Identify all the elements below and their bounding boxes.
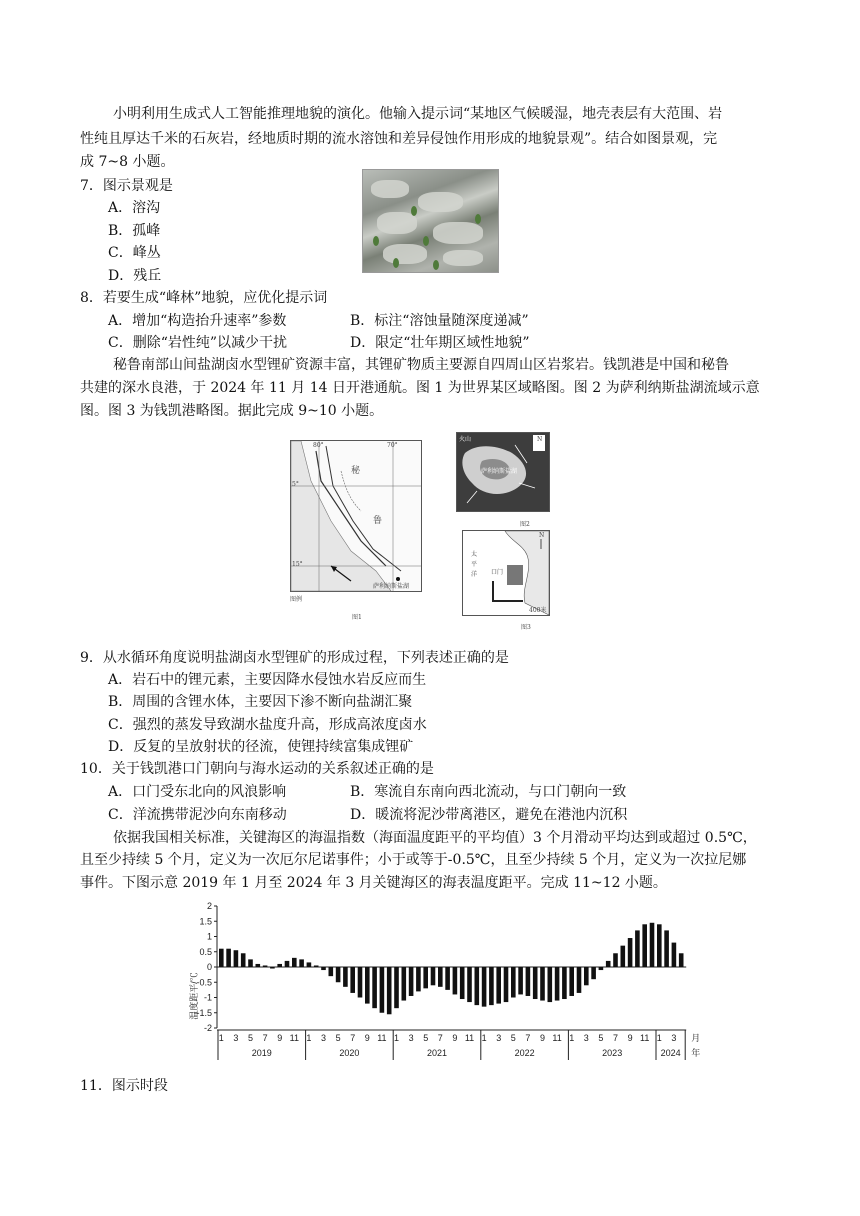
bar <box>270 967 275 969</box>
x-month-tick-label: 5 <box>510 1033 516 1043</box>
x-month-tick-label: 3 <box>233 1033 239 1043</box>
q10-stem: 10．关于钱凯港口门朝向与海水运动的关系叙述正确的是 <box>80 761 434 777</box>
bar <box>256 964 261 967</box>
q7-option-d: D．残丘 <box>108 268 162 284</box>
intro3-line1: 依据我国相关标准，关键海区的海温指数（海面温度距平的平均值）3 个月滑动平均达到或超过 0.5℃， <box>113 830 757 846</box>
bar <box>365 967 370 1004</box>
x-month-tick-label: 5 <box>335 1033 341 1043</box>
x-month-tick-label: 3 <box>671 1033 677 1043</box>
x-month-tick-label: 11 <box>464 1033 475 1043</box>
x-month-tick-label: 11 <box>552 1033 562 1043</box>
bar <box>555 967 560 1001</box>
bar <box>679 953 684 967</box>
q10-option-b: B．寒流自东南向西北流动，与口门朝向一致 <box>350 784 627 800</box>
x-month-tick-label: 7 <box>525 1033 531 1043</box>
bar <box>562 967 567 999</box>
bar <box>394 967 399 1008</box>
x-month-tick-label: 5 <box>423 1033 429 1043</box>
bar <box>219 949 224 967</box>
x-month-tick-label: 5 <box>598 1033 604 1043</box>
y-tick-label: 0 <box>206 962 212 972</box>
q8-option-a: A．增加“构造抬升速率”参数 <box>108 313 287 329</box>
fig3-caption: 图3 <box>521 624 531 631</box>
q7-option-b: B．孤峰 <box>108 223 161 239</box>
figure2-basin-map <box>456 432 550 512</box>
x-month-tick-label: 3 <box>320 1033 327 1043</box>
x-month-tick-label: 9 <box>452 1033 458 1043</box>
x-year-label: 2024 <box>660 1048 681 1058</box>
q11-stem: 11．图示时段 <box>80 1078 168 1094</box>
bar <box>358 967 363 998</box>
x-month-tick-label: 7 <box>612 1033 619 1043</box>
bar <box>584 967 589 985</box>
bar <box>226 949 231 967</box>
bar <box>482 967 487 1007</box>
bar <box>526 967 531 996</box>
q8-option-b: B．标注“溶蚀量随深度递减” <box>350 313 529 329</box>
bar <box>496 967 501 1004</box>
x-month-tick-label: 1 <box>393 1033 400 1043</box>
q9-option-c: C．强烈的蒸发导致湖水盐度升高，形成高浓度卤水 <box>108 717 427 733</box>
bar <box>445 967 450 990</box>
fig3-ocean-label-2: 平 <box>471 561 478 568</box>
intro1-line3: 成 7~8 小题。 <box>80 154 175 170</box>
fig1-label-peru-1: 秘 <box>351 466 361 476</box>
x-month-tick-label: 1 <box>569 1033 575 1043</box>
x-month-tick-label: 3 <box>496 1033 502 1043</box>
bar <box>343 967 348 987</box>
q7-option-c: C．峰丛 <box>108 245 161 261</box>
bar <box>329 967 334 976</box>
bar <box>518 967 523 994</box>
fig2-caption: 图2 <box>520 521 530 528</box>
fig1-lon-70: 70° <box>387 442 398 449</box>
fig2-north-arrow: N <box>537 436 543 443</box>
bar <box>511 967 516 998</box>
x-month-tick-label: 7 <box>262 1033 268 1043</box>
intro2-line3: 图。图 3 为钱凯港略图。据此完成 9~10 小题。 <box>80 403 384 419</box>
bar <box>460 967 465 999</box>
q8-stem: 8．若要生成“峰林”地貌，应优化提示词 <box>80 290 328 306</box>
q10-option-c: C．洋流携带泥沙向东南移动 <box>108 807 287 823</box>
intro3-line3: 事件。下图示意 2019 年 1 月至 2024 年 3 月关键海区的海表温度距平。完成 11~12 小题。 <box>80 875 667 891</box>
y-tick-label: 1 <box>206 931 212 942</box>
bar <box>475 967 480 1005</box>
intro1-line1: 小明利用生成式人工智能推理地貌的演化。他输入提示词“某地区气候暖湿，地壳表层有大范围、岩 <box>113 106 723 122</box>
q9-stem: 9．从水循环角度说明盐湖卤水型锂矿的形成过程，下列表述正确的是 <box>80 650 509 666</box>
bar <box>307 962 312 967</box>
y-tick-label: -2 <box>203 1023 212 1033</box>
bar <box>248 959 253 967</box>
x-month-tick-label: 9 <box>277 1033 283 1043</box>
bar <box>285 961 290 967</box>
fig3-ocean-label-1: 太 <box>471 551 478 558</box>
bar <box>299 959 304 967</box>
x-month-tick-label: 7 <box>437 1033 443 1043</box>
bar <box>657 924 662 967</box>
bar <box>672 943 677 967</box>
x-month-tick-label: 3 <box>408 1033 414 1043</box>
y-tick-label: 1.5 <box>199 916 212 927</box>
bar <box>453 967 458 994</box>
bar <box>621 946 626 967</box>
chart-ylabel: 温度距平/℃ <box>189 972 199 1020</box>
y-tick-label: -1 <box>203 992 212 1003</box>
bar <box>402 967 407 1001</box>
bar <box>263 965 268 967</box>
fig1-caption: 图1 <box>352 614 362 621</box>
bar <box>277 964 282 967</box>
x-month-tick-label: 1 <box>306 1033 312 1043</box>
x-unit-year: 年 <box>691 1048 701 1058</box>
x-month-tick-label: 9 <box>627 1033 633 1043</box>
q9-option-b: B．周围的含锂水体，主要因下渗不断向盐湖汇聚 <box>108 694 413 710</box>
bar <box>431 967 436 985</box>
intro3-line2: 且至少持续 5 个月，定义为一次厄尔尼诺事件；小于或等于-0.5℃，且至少持续 5 个月，定义为一次拉尼娜 <box>80 852 747 868</box>
bar <box>292 958 297 967</box>
fig3-port-entrance-label: 口门 <box>491 569 504 576</box>
x-month-tick-label: 1 <box>656 1033 662 1043</box>
fig1-lat-5: 5° <box>292 481 299 488</box>
fig2-lake-label: 萨利纳斯盐湖 <box>481 468 518 475</box>
x-month-tick-label: 7 <box>350 1033 356 1043</box>
q8-option-d: D．限定“壮年期区域性地貌” <box>350 335 530 351</box>
q10-option-a: A．口门受东北向的风浪影响 <box>108 784 287 800</box>
y-tick-label: -1.5 <box>196 1007 212 1018</box>
x-year-label: 2021 <box>426 1048 448 1058</box>
bar <box>606 961 611 967</box>
x-month-tick-label: 3 <box>583 1033 589 1043</box>
bar <box>416 967 421 991</box>
figure1-region-map <box>290 440 422 592</box>
x-unit-month: 月 <box>691 1033 701 1043</box>
x-month-tick-label: 11 <box>640 1033 650 1043</box>
bar <box>635 930 640 967</box>
y-tick-label: 0.5 <box>199 946 212 957</box>
y-tick-label: 2 <box>206 901 212 911</box>
bar <box>504 967 509 1002</box>
y-tick-label: -0.5 <box>196 977 212 988</box>
fig1-label-peru-2: 鲁 <box>373 516 383 526</box>
bar <box>533 967 538 999</box>
x-month-tick-label: 9 <box>539 1033 546 1043</box>
fig2-volcano-label: 火山 <box>459 436 472 443</box>
bar <box>241 953 246 967</box>
fig1-lon-80: 80° <box>313 442 324 449</box>
fig1-label-lake: 萨利纳斯盐湖 <box>373 583 410 590</box>
bar <box>314 965 319 967</box>
x-year-label: 2020 <box>339 1048 360 1058</box>
bar <box>664 930 669 967</box>
x-month-tick-label: 11 <box>377 1033 387 1043</box>
q9-option-d: D．反复的呈放射状的径流，使锂持续富集成锂矿 <box>108 739 414 755</box>
karst-landscape-photo <box>362 169 499 273</box>
bar <box>336 967 341 982</box>
fig3-north-arrow: N <box>539 532 545 539</box>
x-month-tick-label: 11 <box>289 1033 299 1043</box>
bar <box>387 967 392 1014</box>
q9-option-a: A．岩石中的锂元素，主要因降水侵蚀水岩反应而生 <box>108 672 427 688</box>
sst-anomaly-chart <box>185 896 701 1066</box>
fig3-scale-bar: 400米 <box>529 607 547 614</box>
x-year-label: 2019 <box>251 1048 272 1058</box>
bar <box>234 950 239 967</box>
bar <box>423 967 428 988</box>
bar <box>591 967 596 979</box>
bar <box>569 967 574 996</box>
bar <box>577 967 582 993</box>
intro2-line2: 共建的深水良港，于 2024 年 11 月 14 日开港通航。图 1 为世界某区域略图。图 2 为萨利纳斯盐湖流域示意 <box>80 380 760 396</box>
intro2-line1: 秘鲁南部山间盐湖卤水型锂矿资源丰富，其锂矿物质主要源自四周山区岩浆岩。钱凯港是中国和秘鲁 <box>113 357 729 373</box>
figure3-port-map <box>462 530 550 616</box>
bar <box>372 967 377 1008</box>
fig1-lat-15: 15° <box>292 561 303 568</box>
bar <box>467 967 472 1002</box>
x-year-label: 2023 <box>602 1048 623 1058</box>
x-year-label: 2022 <box>514 1048 535 1058</box>
q7-stem: 7．图示景观是 <box>80 178 173 194</box>
bar <box>489 967 494 1005</box>
x-month-tick-label: 5 <box>247 1033 254 1043</box>
bar <box>438 967 443 987</box>
bar <box>628 938 633 967</box>
bar <box>548 967 553 1002</box>
x-month-tick-label: 1 <box>481 1033 487 1043</box>
q8-option-c: C．删除“岩性纯”以减少干扰 <box>108 335 288 351</box>
bar <box>642 924 647 967</box>
fig3-ocean-label-3: 洋 <box>471 571 478 578</box>
q7-option-a: A．溶沟 <box>108 200 161 216</box>
bar <box>599 967 604 970</box>
q10-option-d: D．暖流将泥沙带离港区，避免在港池内沉积 <box>350 807 628 823</box>
bar <box>613 953 618 967</box>
bar <box>350 967 355 993</box>
x-month-tick-label: 9 <box>364 1033 370 1043</box>
bar <box>321 967 326 970</box>
fig1-legend: 图例 <box>290 596 303 603</box>
bar <box>380 967 385 1013</box>
bar <box>540 967 545 1001</box>
x-month-tick-label: 1 <box>218 1033 224 1043</box>
bar <box>409 967 414 996</box>
intro1-line2: 性纯且厚达千米的石灰岩，经地质时期的流水溶蚀和差异侵蚀作用形成的地貌景观”。结合如图景观，完 <box>80 131 718 147</box>
bar <box>650 923 655 967</box>
